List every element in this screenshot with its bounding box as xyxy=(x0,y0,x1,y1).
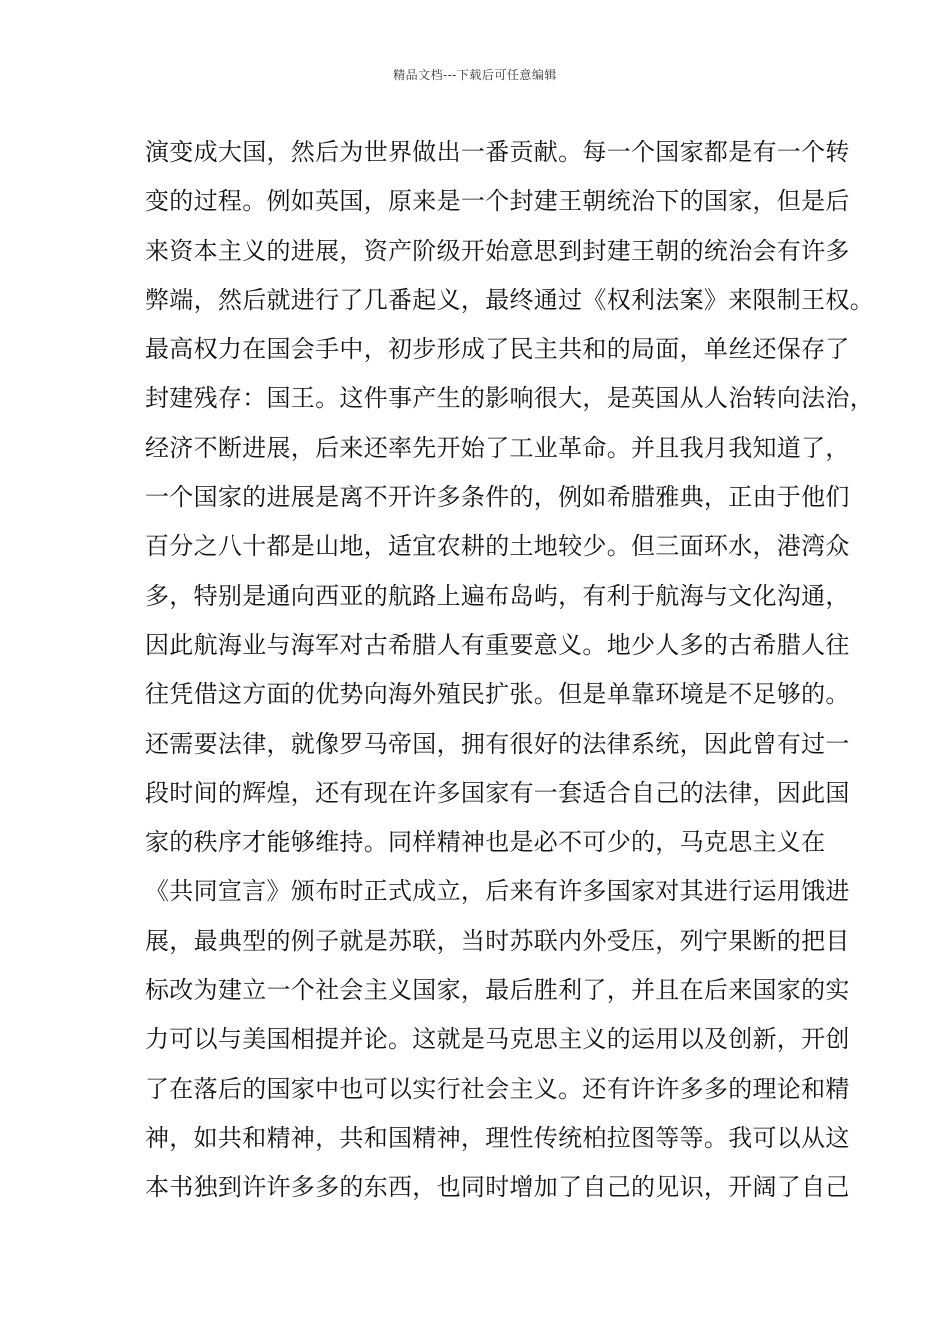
text-line: 展，最典型的例子就是苏联，当时苏联内外受压，列宁果断的把目 xyxy=(145,926,850,955)
text-line: 本书独到许许多多的东西，也同时增加了自己的见识，开阔了自己 xyxy=(145,1173,850,1202)
text-line: 百分之八十都是山地，适宜农耕的土地较少。但三面环水，港湾众 xyxy=(145,532,850,561)
text-line: 多，特别是通向西亚的航路上遍布岛屿，有利于航海与文化沟通， xyxy=(145,581,850,610)
text-line: 一个国家的进展是离不开许多条件的，例如希腊雅典，正由于他们 xyxy=(145,483,850,512)
text-line: 还需要法律，就像罗马帝国，拥有很好的法律系统，因此曾有过一 xyxy=(145,729,850,758)
text-line: 神，如共和精神，共和国精神，理性传统柏拉图等等。我可以从这 xyxy=(145,1123,850,1152)
text-line: 标改为建立一个社会主义国家，最后胜利了，并且在后来国家的实 xyxy=(145,976,850,1005)
text-line: 往凭借这方面的优势向海外殖民扩张。但是单靠环境是不足够的。 xyxy=(145,680,850,709)
text-line: 段时间的辉煌，还有现在许多国家有一套适合自己的法律，因此国 xyxy=(145,778,850,807)
text-line: 来资本主义的进展，资产阶级开始意思到封建王朝的统治会有许多 xyxy=(145,236,850,265)
text-line: 封建残存：国王。这件事产生的影响很大，是英国从人治转向法治， xyxy=(145,384,874,413)
text-line: 变的过程。例如英国，原来是一个封建王朝统治下的国家，但是后 xyxy=(145,187,850,216)
text-line: 力可以与美国相提并论。这就是马克思主义的运用以及创新，开创 xyxy=(145,1025,850,1054)
text-line: 最高权力在国会手中，初步形成了民主共和的局面，单丝还保存了 xyxy=(145,335,850,364)
text-line: 了在落后的国家中也可以实行社会主义。还有许许多多的理论和精 xyxy=(145,1074,850,1103)
text-line: 家的秩序才能够维持。同样精神也是必不可少的，马克思主义在 xyxy=(145,828,826,857)
text-line: 因此航海业与海军对古希腊人有重要意义。地少人多的古希腊人往 xyxy=(145,630,850,659)
text-line: 《共同宣言》颁布时正式成立，后来有许多国家对其进行运用饿进 xyxy=(145,877,850,906)
page-header: 精品文档---下载后可任意编辑 xyxy=(393,68,557,82)
text-line: 演变成大国，然后为世界做出一番贡献。每一个国家都是有一个转 xyxy=(145,138,850,166)
text-line: 弊端，然后就进行了几番起义，最终通过《权利法案》来限制王权。 xyxy=(145,285,874,314)
text-line: 经济不断进展，后来还率先开始了工业革命。并且我月我知道了， xyxy=(145,433,850,462)
document-body xyxy=(145,130,874,1215)
